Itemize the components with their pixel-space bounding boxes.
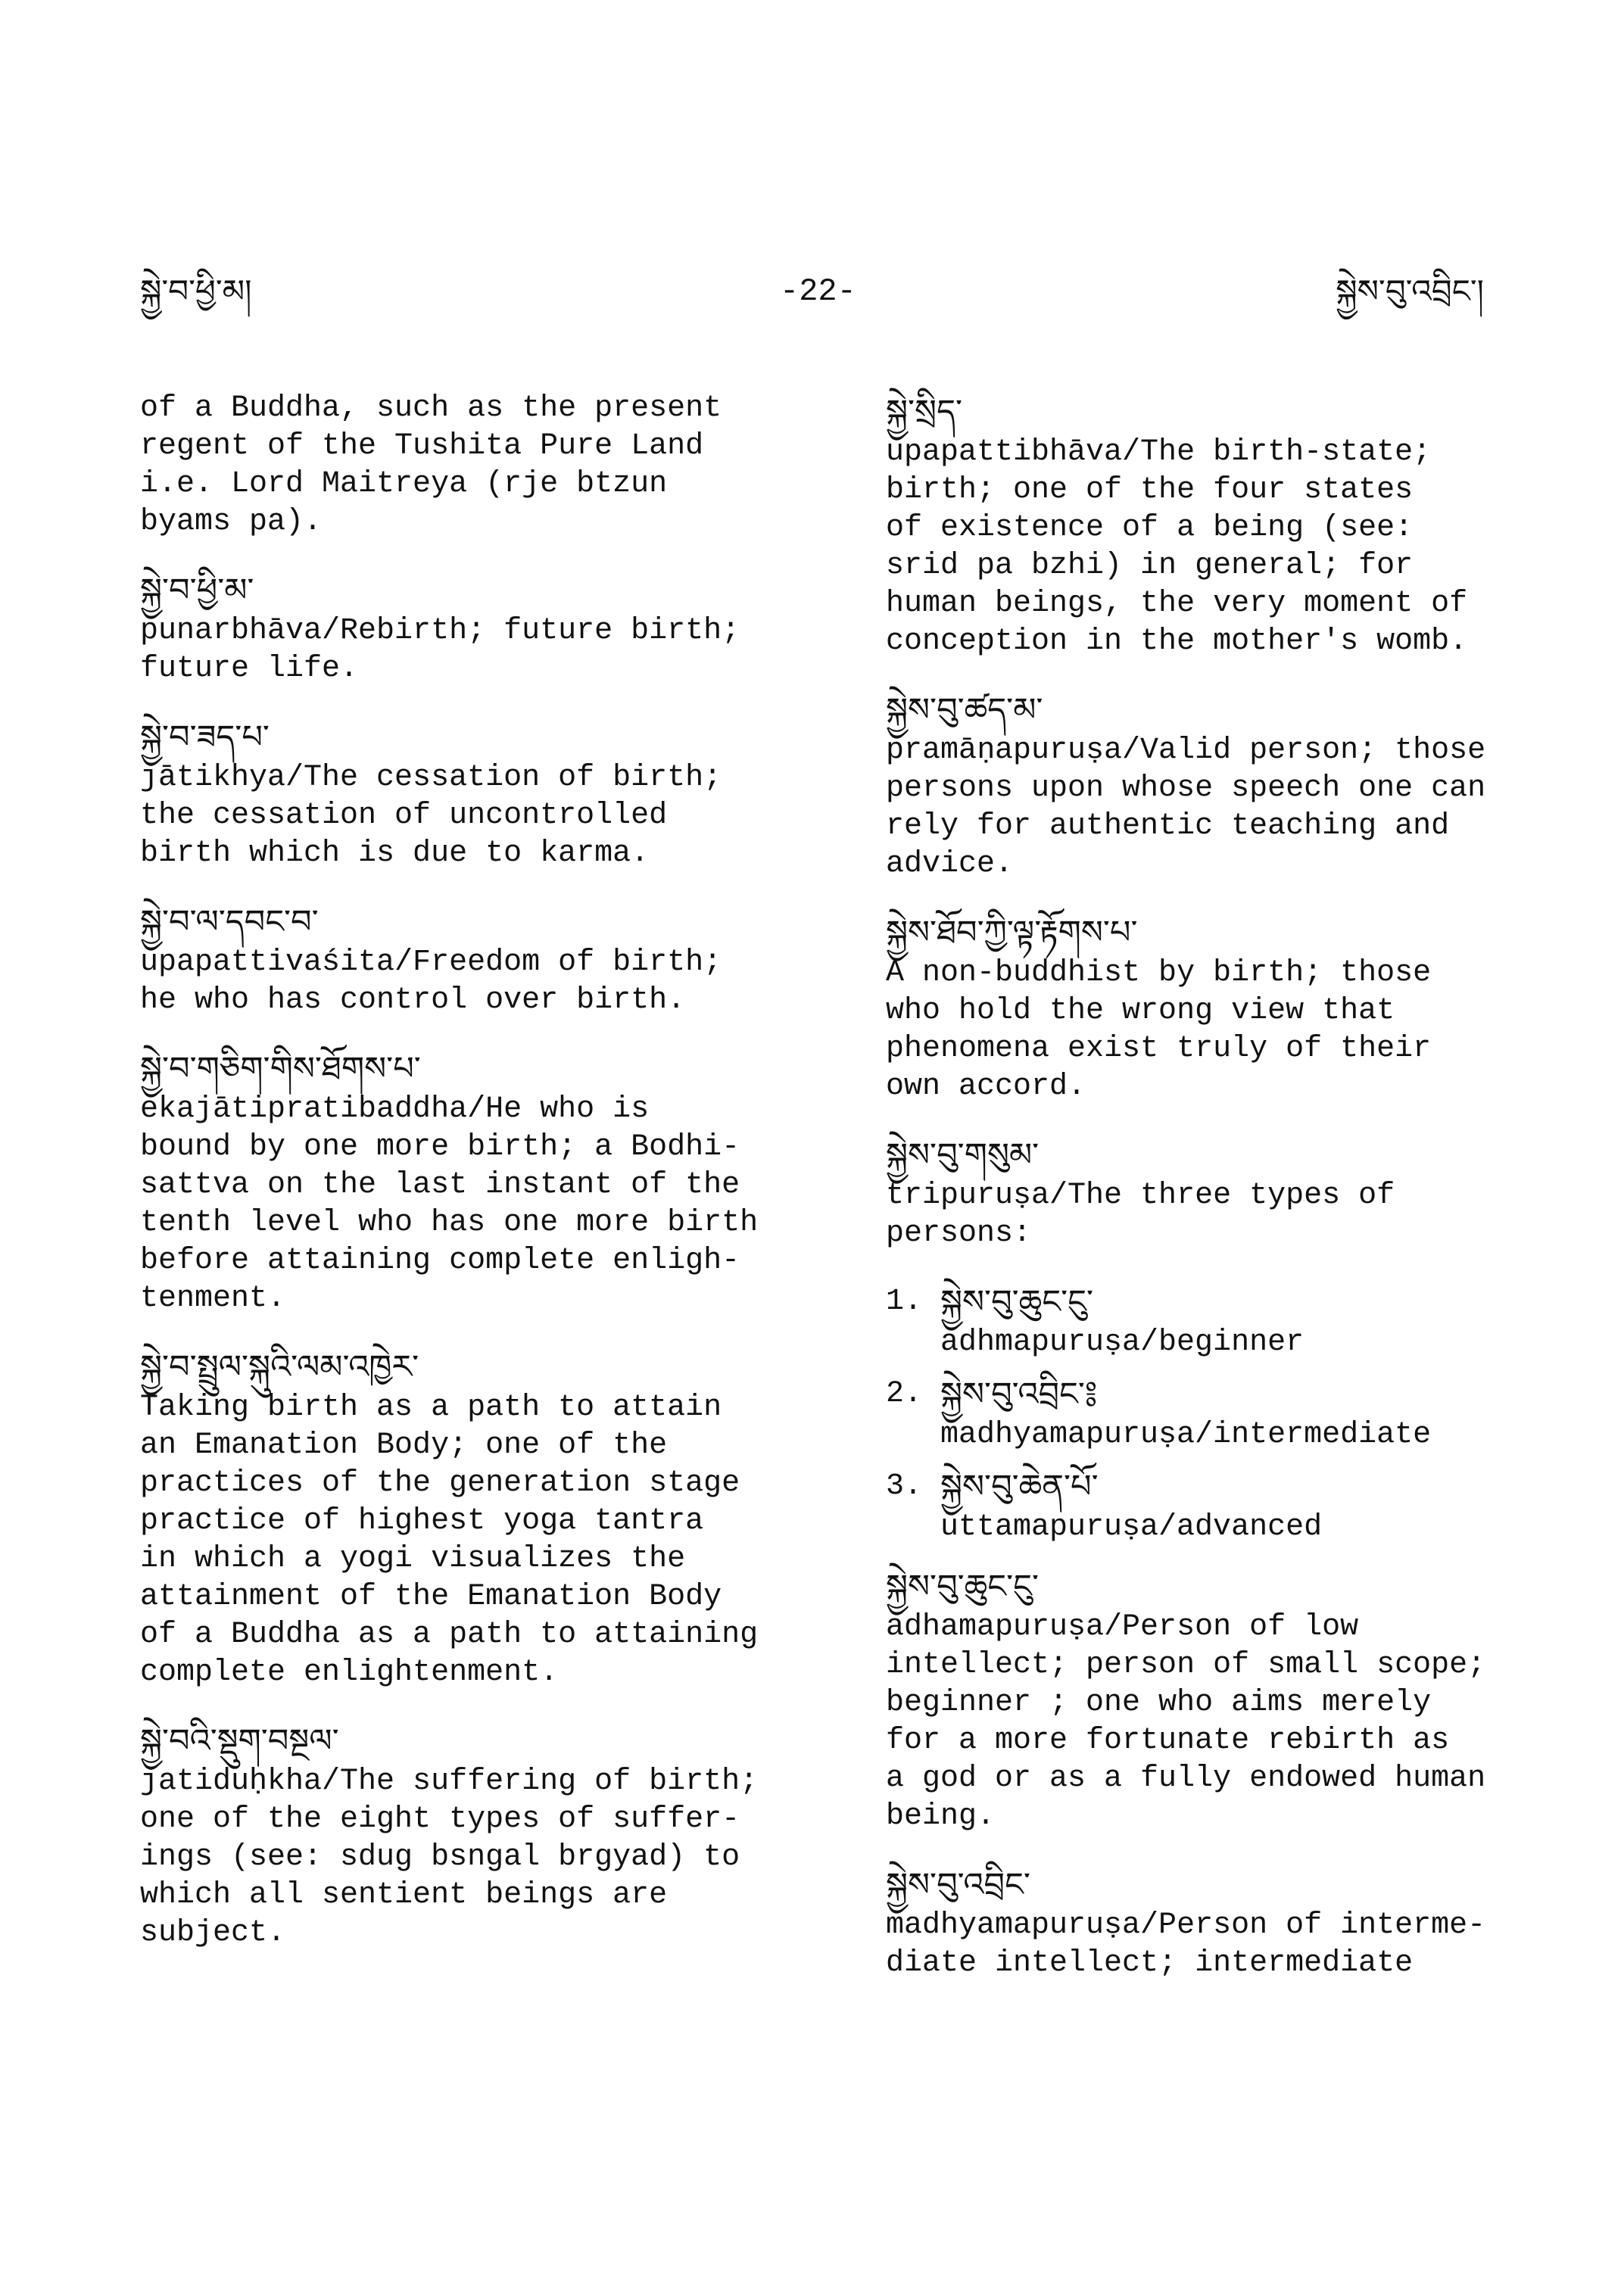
- dictionary-entry: [140, 1719, 806, 1952]
- list-item: [886, 1372, 1552, 1454]
- definition-text: jatiduḥkha/The suffering of birth; one of the eight types of suffer- ings (see: sdug bsngal brgyad) to which all sentient beings are subject.: [140, 1765, 759, 1950]
- dictionary-entry: [140, 1345, 806, 1692]
- right-column: [886, 390, 1552, 2010]
- tibetan-headword: སྐྱེས་བུ་ཚད་མ་: [886, 691, 1043, 729]
- list-number: 3.: [886, 1469, 923, 1503]
- dictionary-entry: [886, 1863, 1552, 1983]
- tibetan-headword: སྐྱེས་བུ་གསུམ་: [886, 1136, 1040, 1174]
- definition-text: upapattibhāva/The birth-state; birth; one of the four states of existence of a being (see: srid pa bzhi) in general; for human beings, the very moment of conception in the mother's womb.: [886, 435, 1468, 659]
- dictionary-entry: [886, 1133, 1552, 1253]
- dictionary-entry: [886, 1565, 1552, 1836]
- dictionary-entry: [140, 715, 806, 873]
- definition-text: madhyamapuruṣa/Person of interme- diate intellect; intermediate: [886, 1908, 1486, 1980]
- running-header-left: སྐྱེ་བ་ཕྱི་མ།: [140, 273, 252, 310]
- definition-text: pramāṇapuruṣa/Valid person; those persons upon whose speech one can rely for authentic teaching and advice.: [886, 734, 1486, 881]
- dictionary-entry: [886, 911, 1552, 1106]
- list-item-body: [940, 1372, 1552, 1454]
- dictionary-entry: [140, 569, 806, 688]
- left-column: [140, 390, 806, 1980]
- list-tibetan-term: སྐྱེས་བུ་འབྲིང་༔: [940, 1375, 1098, 1413]
- continued-definition: of a Buddha, such as the present regent of the Tushita Pure Land i.e. Lord Maitreya (rje btzun byams pa).: [140, 391, 722, 539]
- tibetan-headword: སྐྱེས་བུ་འབྲིང་: [886, 1866, 1030, 1904]
- definition-text: Taking birth as a path to attain an Emanation Body; one of the practices of the generation stage practice of highest yoga tantra in which a yogi visualizes the attainment of the Emanation Body of a Buddha as a path to attaining complete enlightenment.: [140, 1391, 759, 1690]
- list-gloss: uttamapuruṣa/advanced: [940, 1510, 1323, 1544]
- list-number: 1.: [886, 1285, 923, 1319]
- list-tibetan-term: སྐྱེས་བུ་ཆེན་པོ་: [940, 1468, 1099, 1506]
- dictionary-entry: [886, 390, 1552, 661]
- list-gloss: madhyamapuruṣa/intermediate: [940, 1418, 1432, 1452]
- list-item-body: [940, 1465, 1552, 1547]
- dictionary-entry: [140, 900, 806, 1020]
- list-item: [886, 1465, 1552, 1547]
- tibetan-headword: སྐྱེ་བ་ཕྱི་མ་: [140, 572, 254, 609]
- dictionary-entry: [886, 688, 1552, 883]
- tibetan-headword: སྐྱེ་བ་གཅིག་གིས་ཐོགས་པ་: [140, 1050, 421, 1088]
- three-persons-list: [886, 1280, 1552, 1547]
- definition-text: A non-buddhist by birth; those who hold the wrong view that phenomena exist truly of their own accord.: [886, 956, 1432, 1104]
- list-gloss: adhmapuruṣa/beginner: [940, 1326, 1304, 1360]
- tibetan-headword: སྐྱེ་བ་སྤྲུལ་སྐུའི་ལམ་འཁྱེར་: [140, 1348, 419, 1386]
- running-header-right: སྐྱེས་བུ་འབྲིང་།: [1336, 273, 1484, 310]
- list-item: [886, 1280, 1552, 1362]
- list-item-body: [940, 1280, 1552, 1362]
- list-number: 2.: [886, 1377, 923, 1411]
- tibetan-headword: སྐྱེ་བ་ཟད་པ་: [140, 718, 270, 756]
- definition-text: punarbhāva/Rebirth; future birth; future life.: [140, 614, 740, 686]
- definition-text: adhamapuruṣa/Person of low intellect; person of small scope; beginner ; one who aims merely for a more fortunate rebirth as a god or as a fully endowed human being.: [886, 1610, 1486, 1833]
- tibetan-headword: སྐྱེ་སྲིད་: [886, 393, 963, 431]
- definition-text: upapattivaśita/Freedom of birth; he who has control over birth.: [140, 946, 722, 1017]
- definition-text: tripuruṣa/The three types of persons:: [886, 1179, 1395, 1251]
- tibetan-headword: སྐྱེས་བུ་ཆུང་ངུ་: [886, 1568, 1039, 1606]
- definition-text: jātikhya/The cessation of birth; the cessation of uncontrolled birth which is due to karma.: [140, 761, 722, 871]
- list-tibetan-term: སྐྱེས་བུ་ཆུང་ངུ་: [940, 1283, 1093, 1321]
- definition-text: ekajātipratibaddha/He who is bound by one more birth; a Bodhi- sattva on the last instant of the tenth level who has one more birth before attaining complete enligh- tenment.: [140, 1092, 759, 1316]
- page-number: -22-: [780, 273, 856, 310]
- tibetan-headword: སྐྱེ་བ་ལ་དབང་བ་: [140, 903, 319, 941]
- tibetan-headword: སྐྱེས་ཐོབ་ཀྱི་ལྟ་རྟོགས་པ་: [886, 914, 1138, 952]
- dictionary-entry: [140, 1047, 806, 1318]
- tibetan-headword: སྐྱེ་བའི་སྡུག་བསྔལ་: [140, 1722, 339, 1760]
